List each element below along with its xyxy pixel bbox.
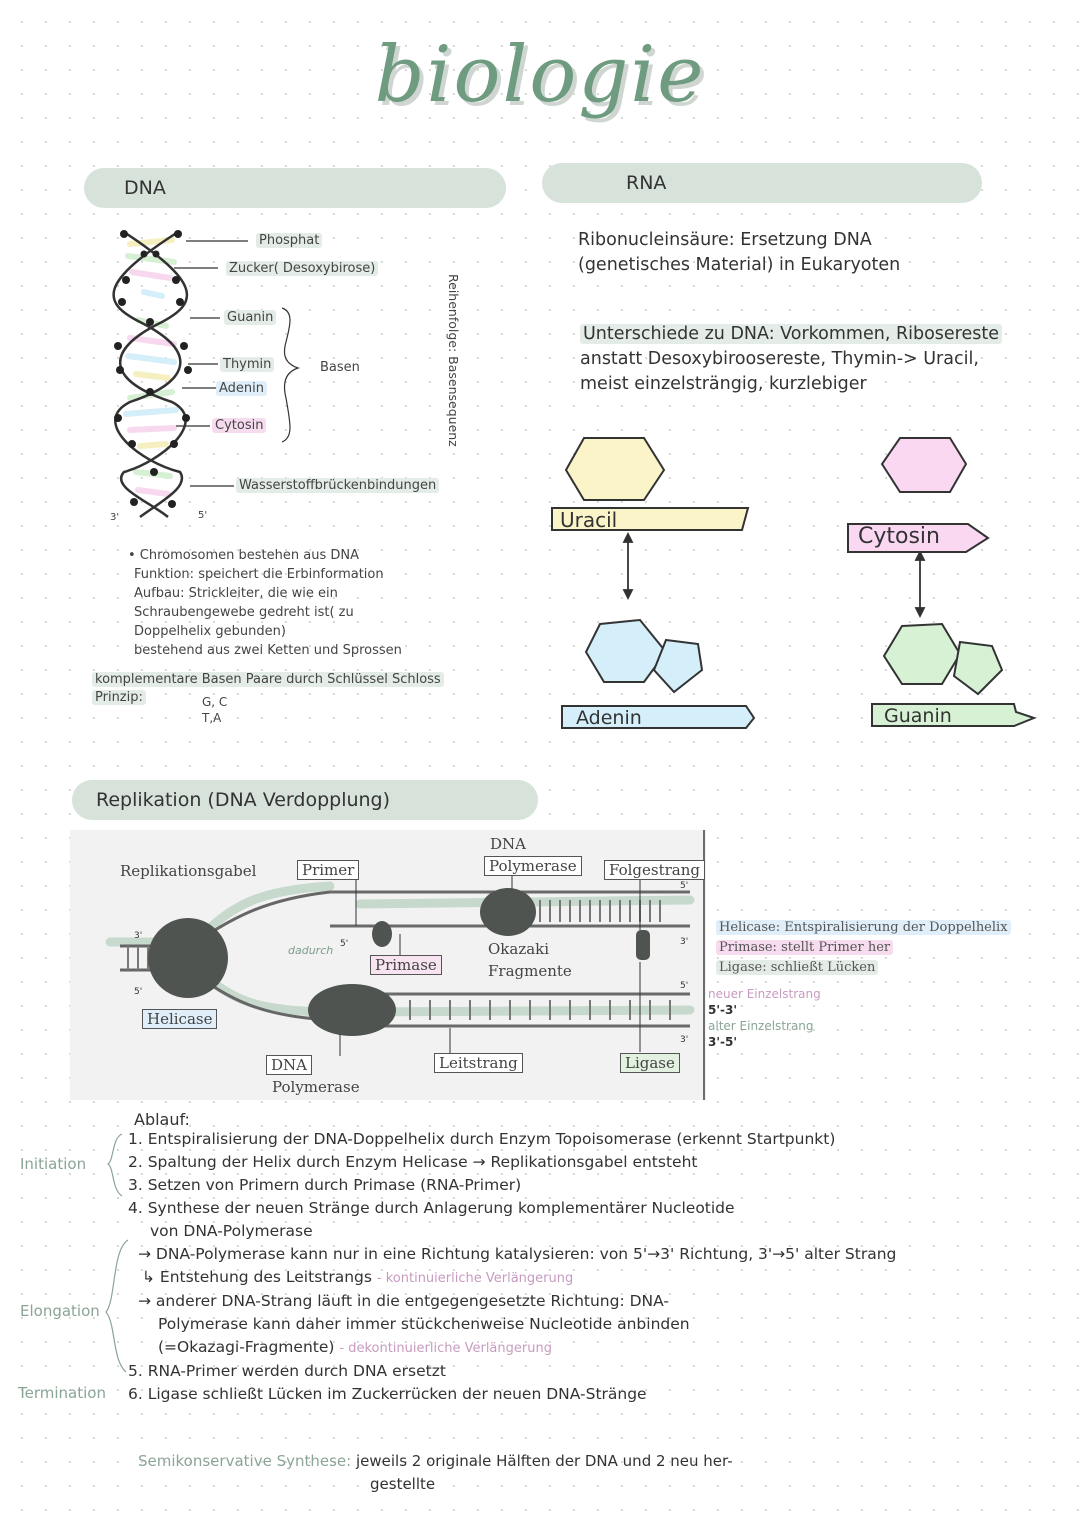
komplementaer-text: komplementare Basen Paare durch Schlüssel Schloss — [92, 672, 444, 687]
rna-differences — [580, 322, 1002, 397]
step-line: (=Okazagi-Fragmente) — [158, 1338, 335, 1356]
leading-5-label: 5' — [680, 981, 689, 991]
label-thymin: Thymin — [220, 357, 274, 372]
leading-3-label: 3' — [680, 1035, 689, 1045]
okazaki-line: Okazaki — [488, 940, 550, 958]
label-primer: Primer — [297, 860, 359, 880]
dna-heading: DNA — [84, 168, 506, 208]
primase-enzyme — [372, 921, 392, 947]
polymerase-lagging-enzyme — [480, 888, 536, 936]
uracil-hexagon — [566, 438, 664, 500]
phase-initiation: Initiation — [20, 1155, 87, 1173]
label-dna-bottom: DNA — [266, 1055, 312, 1075]
rna-bases-diagram — [540, 430, 1040, 740]
lagging-3-label: 3' — [680, 937, 689, 947]
helix-3-end: 3' — [110, 512, 120, 522]
step-note: - dekontinuierliche Verlängerung — [339, 1341, 552, 1356]
step-line: von DNA-Polymerase — [150, 1222, 313, 1240]
ablauf-steps — [128, 1128, 1028, 1406]
step-line: → DNA-Polymerase kann nur in eine Richtung katalysieren: von 5'→3' Richtung, 3'→5' alter Strang — [138, 1245, 897, 1263]
rna-definition — [578, 228, 900, 278]
step-line: 2. Spaltung der Helix durch Enzym Helicase → Replikationsgabel entsteht — [128, 1153, 698, 1171]
rna-diff-line: Unterschiede zu DNA: Vorkommen, Ribosereste — [580, 324, 1002, 344]
step-line: Polymerase kann daher immer stückchenweise Nucleotide anbinden — [158, 1315, 690, 1333]
label-reihenfolge: Reihenfolge: Basensequenz — [446, 274, 461, 447]
note-line: Schraubengewebe gedreht ist( zu — [134, 605, 354, 620]
ablauf-heading: Ablauf: — [134, 1110, 190, 1129]
label-folgestrang: Folgestrang — [604, 860, 705, 880]
label-replikationsgabel: Replikationsgabel — [120, 862, 257, 880]
note-line: Funktion: speichert die Erbinformation — [134, 567, 384, 582]
label-phosphat: Phosphat — [256, 233, 322, 248]
step-line: 3. Setzen von Primern durch Primase (RNA-Primer) — [128, 1176, 522, 1194]
step-line: 6. Ligase schließt Lücken im Zuckerrücken der neuen DNA-Stränge — [128, 1385, 647, 1403]
label-adenin: Adenin — [216, 381, 267, 396]
cytosin-hexagon — [882, 438, 966, 492]
label-basen: Basen — [320, 360, 360, 375]
guanin-label: Guanin — [884, 705, 952, 727]
pair-ta: T,A — [202, 711, 222, 725]
guanin-hexagon — [884, 624, 960, 684]
rna-diff-line: meist einzelsträngig, kurzlebiger — [580, 374, 867, 394]
label-zucker: Zucker( Desoxybirose) — [226, 261, 378, 276]
helicase-enzyme — [148, 918, 228, 998]
base-pairs — [202, 694, 227, 726]
label-leitstrang: Leitstrang — [434, 1053, 523, 1073]
legend-alter-dir: 3'-5' — [708, 1035, 738, 1049]
lagging-5-label: 5' — [680, 881, 689, 891]
fork-3-label: 3' — [134, 931, 143, 941]
rna-def-line: Ribonucleinsäure: Ersetzung DNA — [578, 230, 872, 250]
step-line: ↳ Entstehung des Leitstrangs — [142, 1268, 372, 1286]
ligase-enzyme — [636, 930, 650, 960]
note-line: bestehend aus zwei Ketten und Sprossen — [134, 643, 402, 658]
replikation-heading: Replikation (DNA Verdopplung) — [72, 780, 538, 820]
page-title: biologie — [374, 30, 706, 120]
step-line: 4. Synthese der neuen Stränge durch Anlagerung komplementärer Nucleotide — [128, 1199, 735, 1217]
adenin-hexagon — [586, 620, 666, 682]
okazaki-line: Fragmente — [488, 962, 572, 980]
prinzip-text: Prinzip: — [92, 690, 146, 705]
fork-5-label: 5' — [134, 987, 143, 997]
legend-neuer-dir: 5'-3' — [708, 1003, 738, 1017]
label-polymerase-top: Polymerase — [484, 856, 582, 876]
semikonservativ-text: jeweils 2 originale Hälften der DNA und 2 neu her- — [355, 1452, 733, 1470]
semikonservativ-text2: gestellte — [370, 1475, 436, 1493]
step-line: 5. RNA-Primer werden durch DNA ersetzt — [128, 1362, 446, 1380]
adenin-label: Adenin — [576, 707, 642, 729]
helix-5-end: 5' — [198, 510, 208, 521]
rna-def-line: (genetisches Material) in Eukaryoten — [578, 255, 901, 275]
legend-ligase: Ligase: schließt Lücken — [716, 960, 878, 975]
note-line: • Chromosomen bestehen aus DNA — [128, 548, 359, 563]
primer-5-label: 5' — [340, 939, 349, 949]
rna-diff-line: anstatt Desoxybiroosereste, Thymin-> Uracil, — [580, 349, 979, 369]
dna-notes — [128, 546, 402, 660]
phase-elongation: Elongation — [20, 1302, 100, 1320]
label-okazaki — [488, 938, 572, 982]
enzyme-legend — [716, 918, 1011, 978]
note-line: Aufbau: Strickleiter, die wie ein — [134, 586, 338, 601]
legend-neuer: neuer Einzelstrang — [708, 987, 821, 1001]
dadurch-note: dadurch — [288, 944, 334, 957]
guanin-pentagon — [954, 642, 1002, 694]
phase-termination: Termination — [18, 1384, 106, 1402]
label-wasserstoff: Wasserstoffbrückenbindungen — [236, 478, 439, 493]
label-guanin: Guanin — [224, 310, 276, 325]
uracil-label: Uracil — [560, 508, 618, 532]
pair-gc: G, C — [202, 695, 228, 709]
note-line: Doppelhelix gebunden) — [134, 624, 286, 639]
label-dna-top: DNA — [490, 835, 526, 853]
cytosin-label: Cytosin — [858, 524, 940, 549]
strand-legend — [708, 986, 821, 1050]
legend-primase: Primase: stellt Primer her — [716, 940, 893, 955]
label-cytosin: Cytosin — [212, 418, 266, 433]
step-line: 1. Entspiralisierung der DNA-Doppelhelix durch Enzym Topoisomerase (erkennt Startpunkt) — [128, 1130, 836, 1148]
semikonservativ-block — [138, 1450, 958, 1496]
label-polymerase-bottom: Polymerase — [272, 1078, 360, 1096]
helix-rungs — [126, 240, 176, 494]
legend-alter: alter Einzelstrang — [708, 1019, 814, 1033]
label-ligase: Ligase — [620, 1053, 680, 1073]
rna-heading: RNA — [542, 163, 982, 203]
polymerase-leading-enzyme — [308, 984, 396, 1036]
label-helicase: Helicase — [142, 1009, 217, 1029]
step-note: - kontinuierliche Verlängerung — [376, 1271, 574, 1286]
legend-helicase: Helicase: Entspiralisierung der Doppelhelix — [716, 920, 1011, 935]
basen-brace — [282, 308, 298, 442]
step-line: → anderer DNA-Strang läuft in die entgegengesetzte Richtung: DNA- — [138, 1292, 669, 1310]
semikonservativ-label: Semikonservative Synthese: — [138, 1452, 352, 1470]
label-primase: Primase — [370, 955, 442, 975]
